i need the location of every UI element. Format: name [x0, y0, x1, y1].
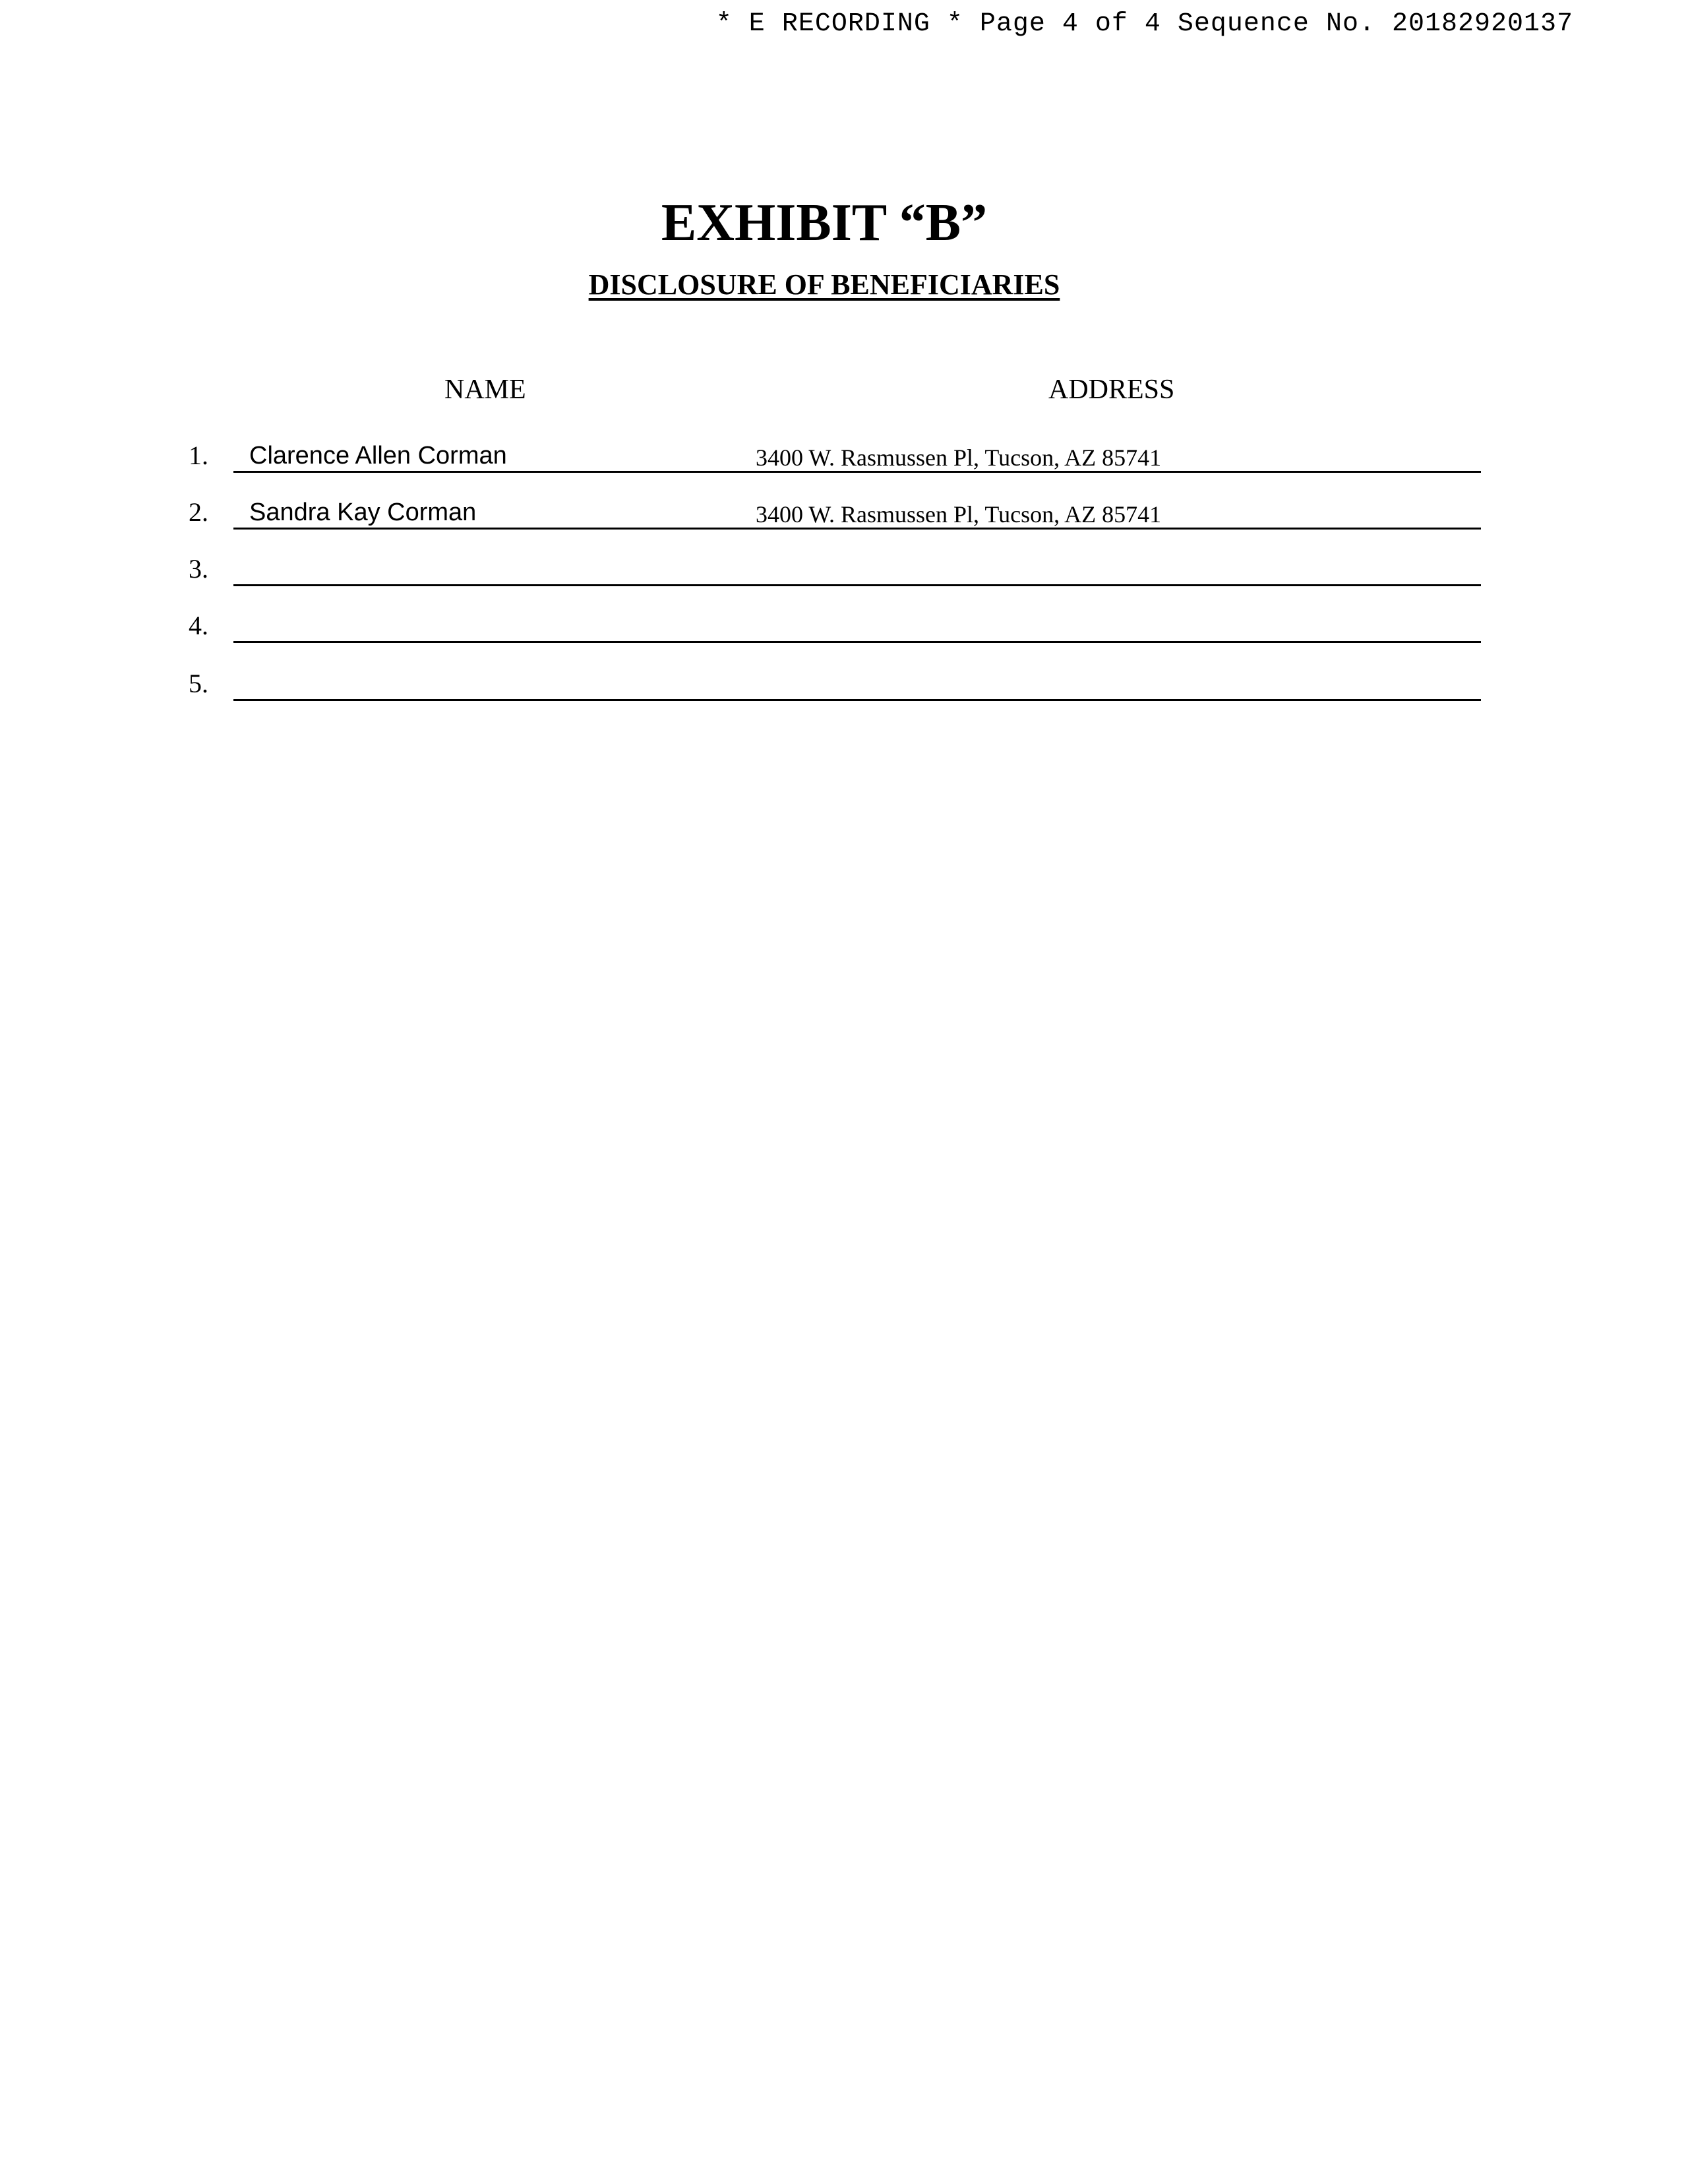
entry-underline	[233, 641, 1481, 643]
row-number: 4.	[189, 611, 208, 640]
name-column-header: NAME	[444, 375, 526, 405]
entry-underline	[233, 528, 1481, 530]
beneficiary-row	[0, 553, 1688, 592]
entry-underline	[233, 471, 1481, 473]
beneficiary-name: Clarence Allen Corman	[249, 442, 507, 470]
beneficiary-address: 3400 W. Rasmussen Pl, Tucson, AZ 85741	[756, 444, 1162, 471]
entry-underline	[233, 699, 1481, 701]
exhibit-title: EXHIBIT “B”	[661, 194, 988, 252]
row-number: 1.	[189, 440, 208, 470]
recording-stamp: * E RECORDING * Page 4 of 4 Sequence No. 20182920137	[715, 9, 1573, 39]
entry-underline	[233, 584, 1481, 586]
row-number: 2.	[189, 497, 208, 527]
beneficiary-row	[0, 609, 1688, 649]
row-number: 3.	[189, 554, 208, 584]
address-column-header: ADDRESS	[1048, 375, 1175, 405]
beneficiary-row	[0, 439, 1688, 479]
beneficiary-name: Sandra Kay Corman	[249, 499, 477, 526]
beneficiary-row	[0, 496, 1688, 535]
beneficiary-row	[0, 667, 1688, 707]
beneficiary-address: 3400 W. Rasmussen Pl, Tucson, AZ 85741	[756, 501, 1162, 528]
row-number: 5.	[189, 669, 208, 698]
exhibit-subtitle: DISCLOSURE OF BENEFICIARIES	[588, 268, 1060, 301]
